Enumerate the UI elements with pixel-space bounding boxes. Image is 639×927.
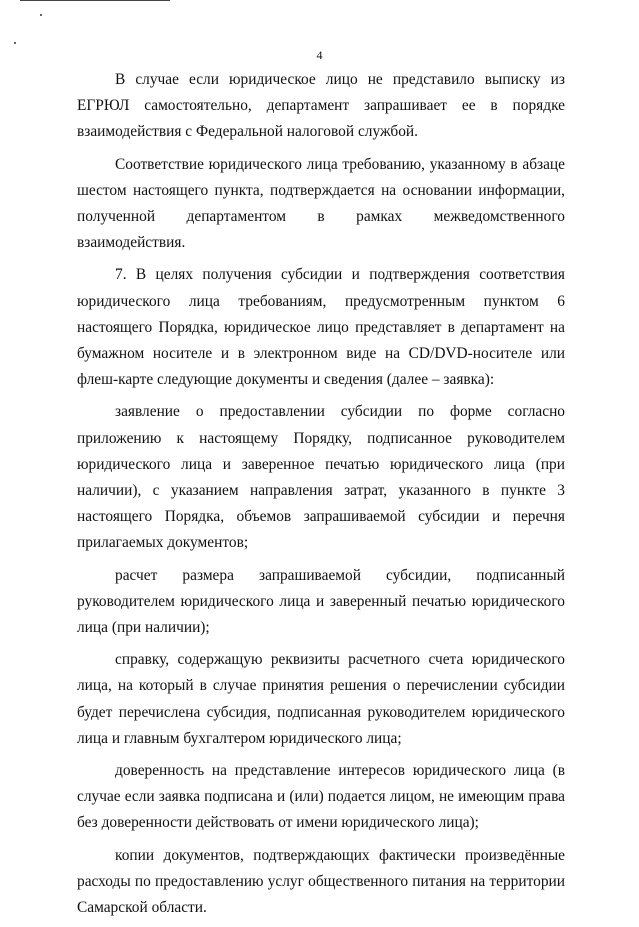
paragraph-power-of-attorney: доверенность на представление интересов юридического лица (в случае если заявка подписана и (или) подается лицом, не имеющим права без доверенности действовать от имени юридического лица); [77, 762, 565, 832]
scan-artifact-dot [40, 14, 42, 16]
page-number: 4 [316, 48, 323, 62]
paragraph-item-7: 7. В целях получения субсидии и подтверждения соответствия юридического лица требованиям, предусмотренным пунктом 6 настоящего Порядка, юридическое лицо представляет в департамент на бумажном носителе и в электронном виде на CD/DVD-носителе или флеш-карте следующие документы и сведения (далее – заявка): [77, 266, 565, 389]
paragraph-calculation: расчет размера запрашиваемой субсидии, подписанный руководителем юридического лица и заверенный печатью юридического лица (при наличии); [77, 566, 565, 637]
paragraph-expense-copies: копии документов, подтверждающих фактически произведённые расходы по предоставлению услуг общественного питания на территории Самарской области. [77, 846, 565, 917]
scan-artifact-dot [14, 42, 16, 44]
scan-artifact-line [20, 0, 170, 1]
document-body [77, 67, 565, 927]
paragraph-compliance: Соответствие юридического лица требованию, указанному в абзаце шестом настоящего пункта, подтверждается на основании информации, полученной департаментом в рамках межведомственного взаимодействия. [77, 155, 565, 252]
paragraph-egrul-request: В случае если юридическое лицо не представило выписку из ЕГРЮЛ самостоятельно, департамент запрашивает ее в порядке взаимодействия с Федеральной налоговой службой. [77, 71, 565, 141]
paragraph-bank-certificate: справку, содержащую реквизиты расчетного счета юридического лица, на который в случае принятия решения о перечислении субсидии будет перечислена субсидия, подписанная руководителем юридического лица и главным бухгалтером юридического лица; [77, 651, 565, 747]
paragraph-application: заявление о предоставлении субсидии по форме согласно приложению к настоящему Порядку, подписанное руководителем юридического лица и заверенное печатью юридического лица (при наличии), с указанием направления затрат, указанного в пункте 3 настоящего Порядка, объемов запрашиваемой субсидии и перечня прилагаемых документов; [77, 403, 565, 552]
